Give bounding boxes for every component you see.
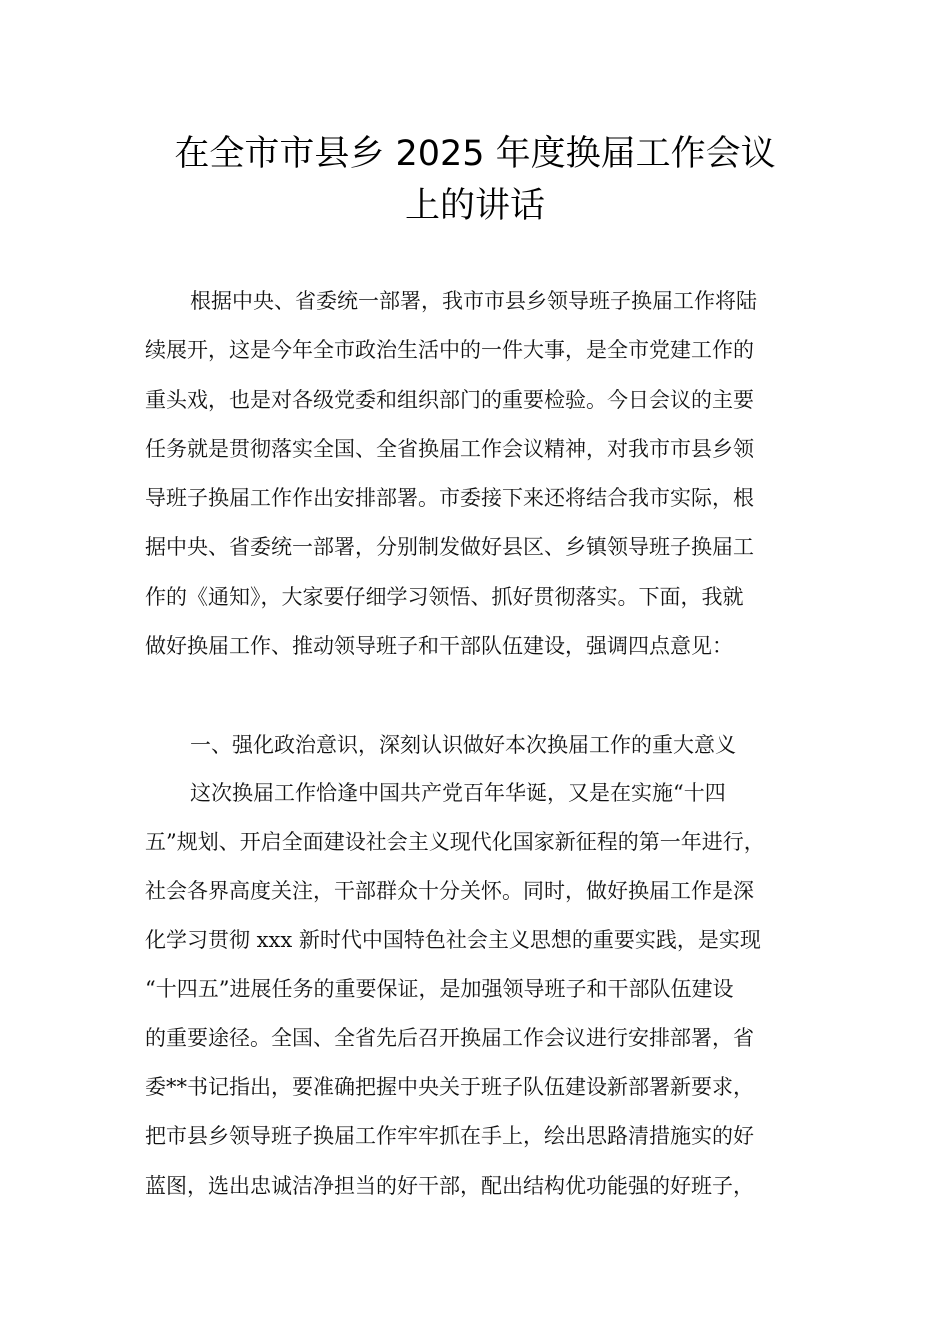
section-heading: 一、强化政治意识，深刻认识做好本次换届工作的重大意义 — [190, 733, 736, 757]
intro-paragraph-line: 根据中央、省委统一部署，我市市县乡领导班子换届工作将陆 — [190, 289, 757, 313]
section-paragraph-line: 的重要途径。全国、全省先后召开换届工作会议进行安排部署，省 — [145, 1026, 754, 1050]
section-paragraph-line: 化学习贯彻 xxx 新时代中国特色社会主义思想的重要实践，是实现 — [145, 928, 761, 952]
intro-paragraph-line: 做好换届工作、推动领导班子和干部队伍建设，强调四点意见： — [145, 634, 733, 658]
section-paragraph-line: 蓝图，选出忠诚洁净担当的好干部，配出结构优功能强的好班子， — [145, 1174, 754, 1198]
intro-paragraph-line: 重头戏，也是对各级党委和组织部门的重要检验。今日会议的主要 — [145, 388, 754, 412]
section-paragraph-line: 委**书记指出，要准确把握中央关于班子队伍建设新部署新要求， — [145, 1075, 754, 1099]
intro-paragraph-line: 任务就是贯彻落实全国、全省换届工作会议精神，对我市市县乡领 — [145, 437, 754, 461]
intro-paragraph-line: 续展开，这是今年全市政治生活中的一件大事，是全市党建工作的 — [145, 338, 754, 362]
intro-paragraph-line: 据中央、省委统一部署，分别制发做好县区、乡镇领导班子换届工 — [145, 535, 754, 559]
document-title-line-1: 在全市市县乡 2025 年度换届工作会议 — [174, 134, 776, 174]
section-paragraph-line: “十四五”进展任务的重要保证，是加强领导班子和干部队伍建设 — [145, 977, 734, 1001]
intro-paragraph-line: 导班子换届工作作出安排部署。市委接下来还将结合我市实际，根 — [145, 486, 754, 510]
document-title-line-2: 上的讲话 — [404, 186, 545, 226]
intro-paragraph-line: 作的《通知》，大家要仔细学习领悟、抓好贯彻落实。下面，我就 — [145, 585, 744, 609]
section-paragraph-line: 把市县乡领导班子换届工作牢牢抓在手上，绘出思路清措施实的好 — [145, 1124, 754, 1148]
section-paragraph-line: 五”规划、开启全面建设社会主义现代化国家新征程的第一年进行， — [145, 830, 765, 854]
section-paragraph-line: 社会各界高度关注，干部群众十分关怀。同时，做好换届工作是深 — [145, 879, 754, 903]
section-paragraph-line: 这次换届工作恰逢中国共产党百年华诞，又是在实施“十四 — [190, 781, 726, 805]
